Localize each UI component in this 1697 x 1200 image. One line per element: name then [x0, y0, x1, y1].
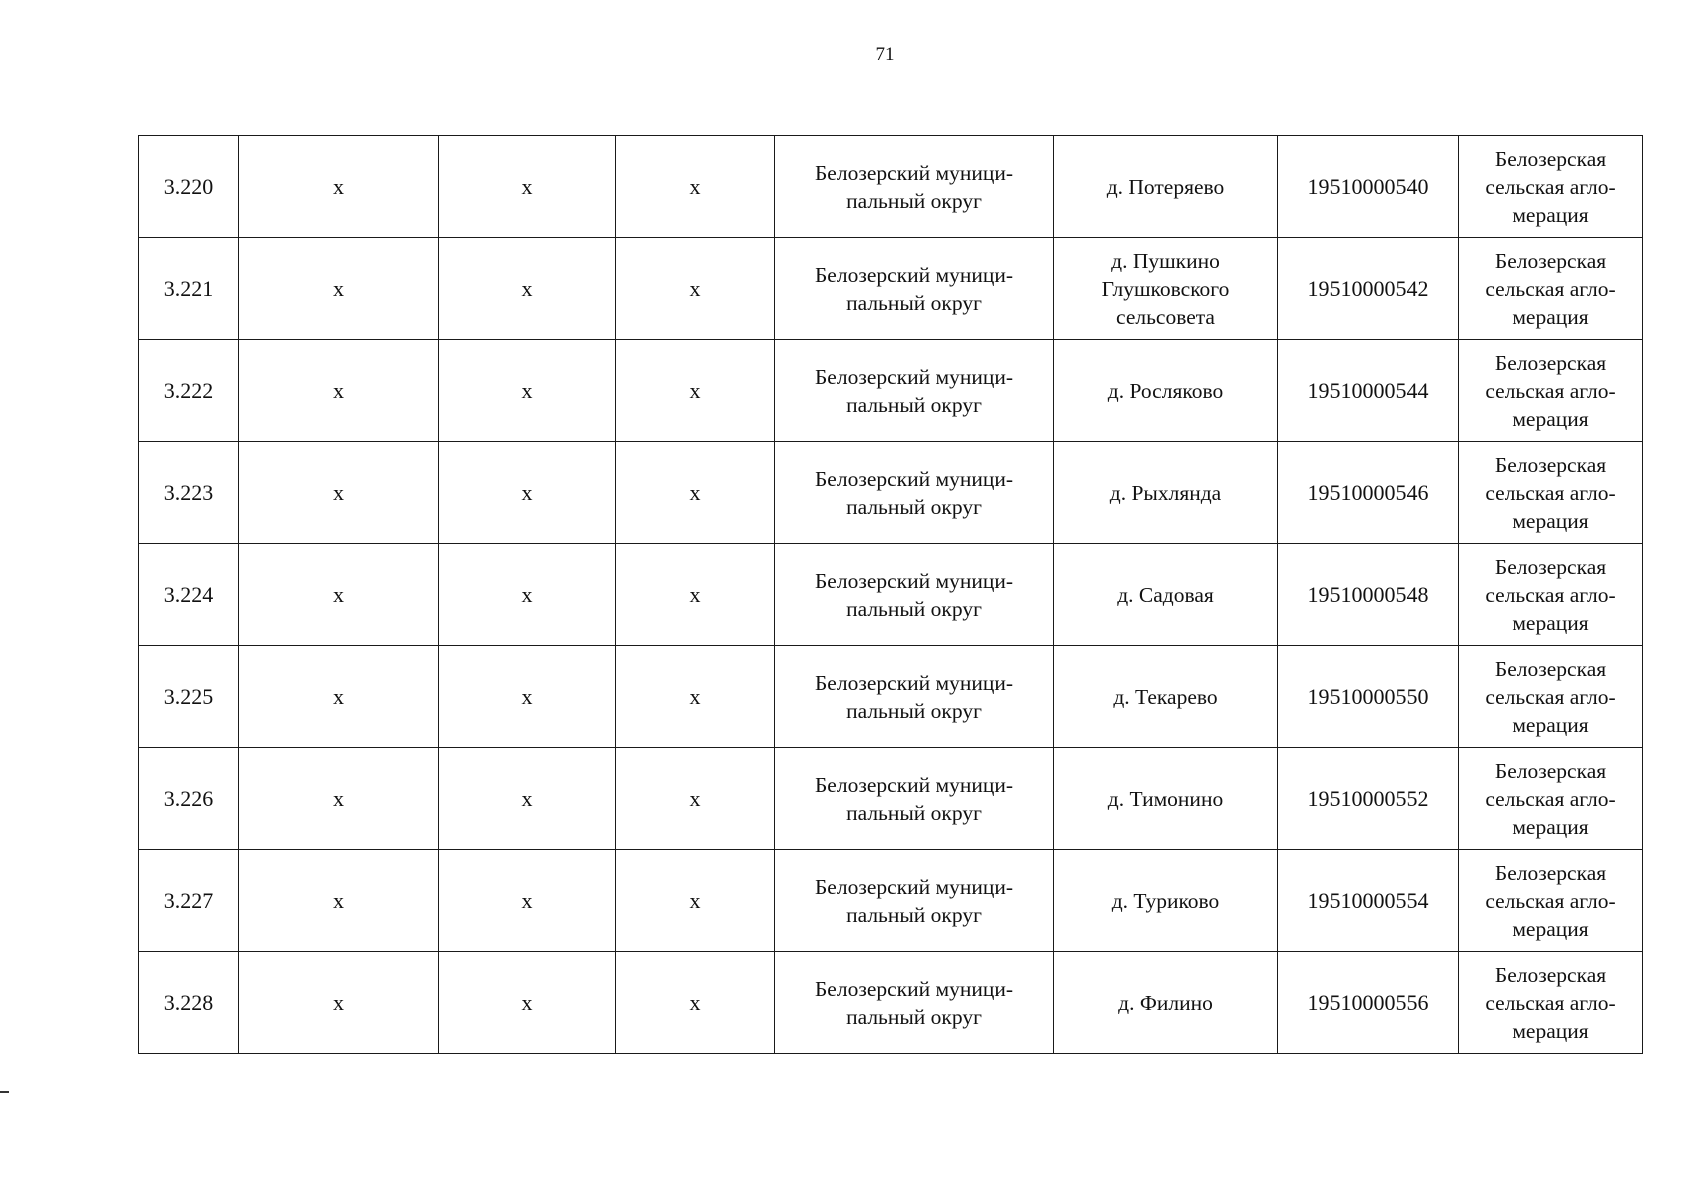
x-mark-cell: х — [239, 544, 439, 646]
x-mark-cell: х — [239, 442, 439, 544]
row-number-cell: 3.223 — [139, 442, 239, 544]
x-mark-cell: х — [239, 952, 439, 1054]
locality-cell: д. Туриково — [1054, 850, 1278, 952]
table-row — [139, 442, 1643, 544]
x-mark-cell: х — [616, 952, 775, 1054]
agglomeration-cell: Белозерская сельская агло-мерация — [1459, 442, 1643, 544]
code-cell: 19510000552 — [1278, 748, 1459, 850]
x-mark-cell: х — [616, 544, 775, 646]
district-cell: Белозерский муници-пальный округ — [775, 544, 1054, 646]
table-row — [139, 952, 1643, 1054]
x-mark-cell: х — [439, 136, 616, 238]
locality-cell: д. Текарево — [1054, 646, 1278, 748]
code-cell: 19510000544 — [1278, 340, 1459, 442]
agglomeration-cell: Белозерская сельская агло-мерация — [1459, 850, 1643, 952]
code-cell: 19510000546 — [1278, 442, 1459, 544]
x-mark-cell: х — [239, 340, 439, 442]
x-mark-cell: х — [616, 340, 775, 442]
locality-cell: д. Садовая — [1054, 544, 1278, 646]
district-cell: Белозерский муници-пальный округ — [775, 238, 1054, 340]
row-number-cell: 3.226 — [139, 748, 239, 850]
x-mark-cell: х — [239, 850, 439, 952]
settlements-table — [138, 135, 1643, 1054]
locality-cell: д. Пушкино Глушковского сельсовета — [1054, 238, 1278, 340]
code-cell: 19510000556 — [1278, 952, 1459, 1054]
x-mark-cell: х — [439, 748, 616, 850]
x-mark-cell: х — [439, 544, 616, 646]
table-row — [139, 748, 1643, 850]
x-mark-cell: х — [439, 442, 616, 544]
x-mark-cell: х — [616, 646, 775, 748]
x-mark-cell: х — [616, 238, 775, 340]
table-row — [139, 340, 1643, 442]
table-row — [139, 238, 1643, 340]
x-mark-cell: х — [239, 136, 439, 238]
x-mark-cell: х — [616, 850, 775, 952]
x-mark-cell: х — [239, 238, 439, 340]
x-mark-cell: х — [439, 238, 616, 340]
agglomeration-cell: Белозерская сельская агло-мерация — [1459, 748, 1643, 850]
district-cell: Белозерский муници-пальный округ — [775, 850, 1054, 952]
row-number-cell: 3.221 — [139, 238, 239, 340]
agglomeration-cell: Белозерская сельская агло-мерация — [1459, 340, 1643, 442]
table-row — [139, 646, 1643, 748]
code-cell: 19510000548 — [1278, 544, 1459, 646]
code-cell: 19510000550 — [1278, 646, 1459, 748]
x-mark-cell: х — [439, 646, 616, 748]
district-cell: Белозерский муници-пальный округ — [775, 646, 1054, 748]
agglomeration-cell: Белозерская сельская агло-мерация — [1459, 646, 1643, 748]
agglomeration-cell: Белозерская сельская агло-мерация — [1459, 544, 1643, 646]
locality-cell: д. Росляково — [1054, 340, 1278, 442]
locality-cell: д. Филино — [1054, 952, 1278, 1054]
locality-cell: д. Рыхлянда — [1054, 442, 1278, 544]
agglomeration-cell: Белозерская сельская агло-мерация — [1459, 136, 1643, 238]
district-cell: Белозерский муници-пальный округ — [775, 952, 1054, 1054]
row-number-cell: 3.220 — [139, 136, 239, 238]
table-body — [139, 136, 1643, 1054]
locality-cell: д. Тимонино — [1054, 748, 1278, 850]
code-cell: 19510000554 — [1278, 850, 1459, 952]
table-row — [139, 136, 1643, 238]
agglomeration-cell: Белозерская сельская агло-мерация — [1459, 952, 1643, 1054]
district-cell: Белозерский муници-пальный округ — [775, 136, 1054, 238]
row-number-cell: 3.227 — [139, 850, 239, 952]
x-mark-cell: х — [616, 442, 775, 544]
x-mark-cell: х — [439, 850, 616, 952]
code-cell: 19510000542 — [1278, 238, 1459, 340]
row-number-cell: 3.222 — [139, 340, 239, 442]
x-mark-cell: х — [239, 646, 439, 748]
district-cell: Белозерский муници-пальный округ — [775, 442, 1054, 544]
district-cell: Белозерский муници-пальный округ — [775, 340, 1054, 442]
x-mark-cell: х — [439, 340, 616, 442]
code-cell: 19510000540 — [1278, 136, 1459, 238]
table-row — [139, 850, 1643, 952]
agglomeration-cell: Белозерская сельская агло-мерация — [1459, 238, 1643, 340]
page-number: 71 — [875, 44, 895, 65]
row-number-cell: 3.225 — [139, 646, 239, 748]
table-row — [139, 544, 1643, 646]
row-number-cell: 3.224 — [139, 544, 239, 646]
margin-mark — [0, 1091, 9, 1093]
x-mark-cell: х — [616, 136, 775, 238]
x-mark-cell: х — [239, 748, 439, 850]
locality-cell: д. Потеряево — [1054, 136, 1278, 238]
district-cell: Белозерский муници-пальный округ — [775, 748, 1054, 850]
x-mark-cell: х — [439, 952, 616, 1054]
x-mark-cell: х — [616, 748, 775, 850]
row-number-cell: 3.228 — [139, 952, 239, 1054]
